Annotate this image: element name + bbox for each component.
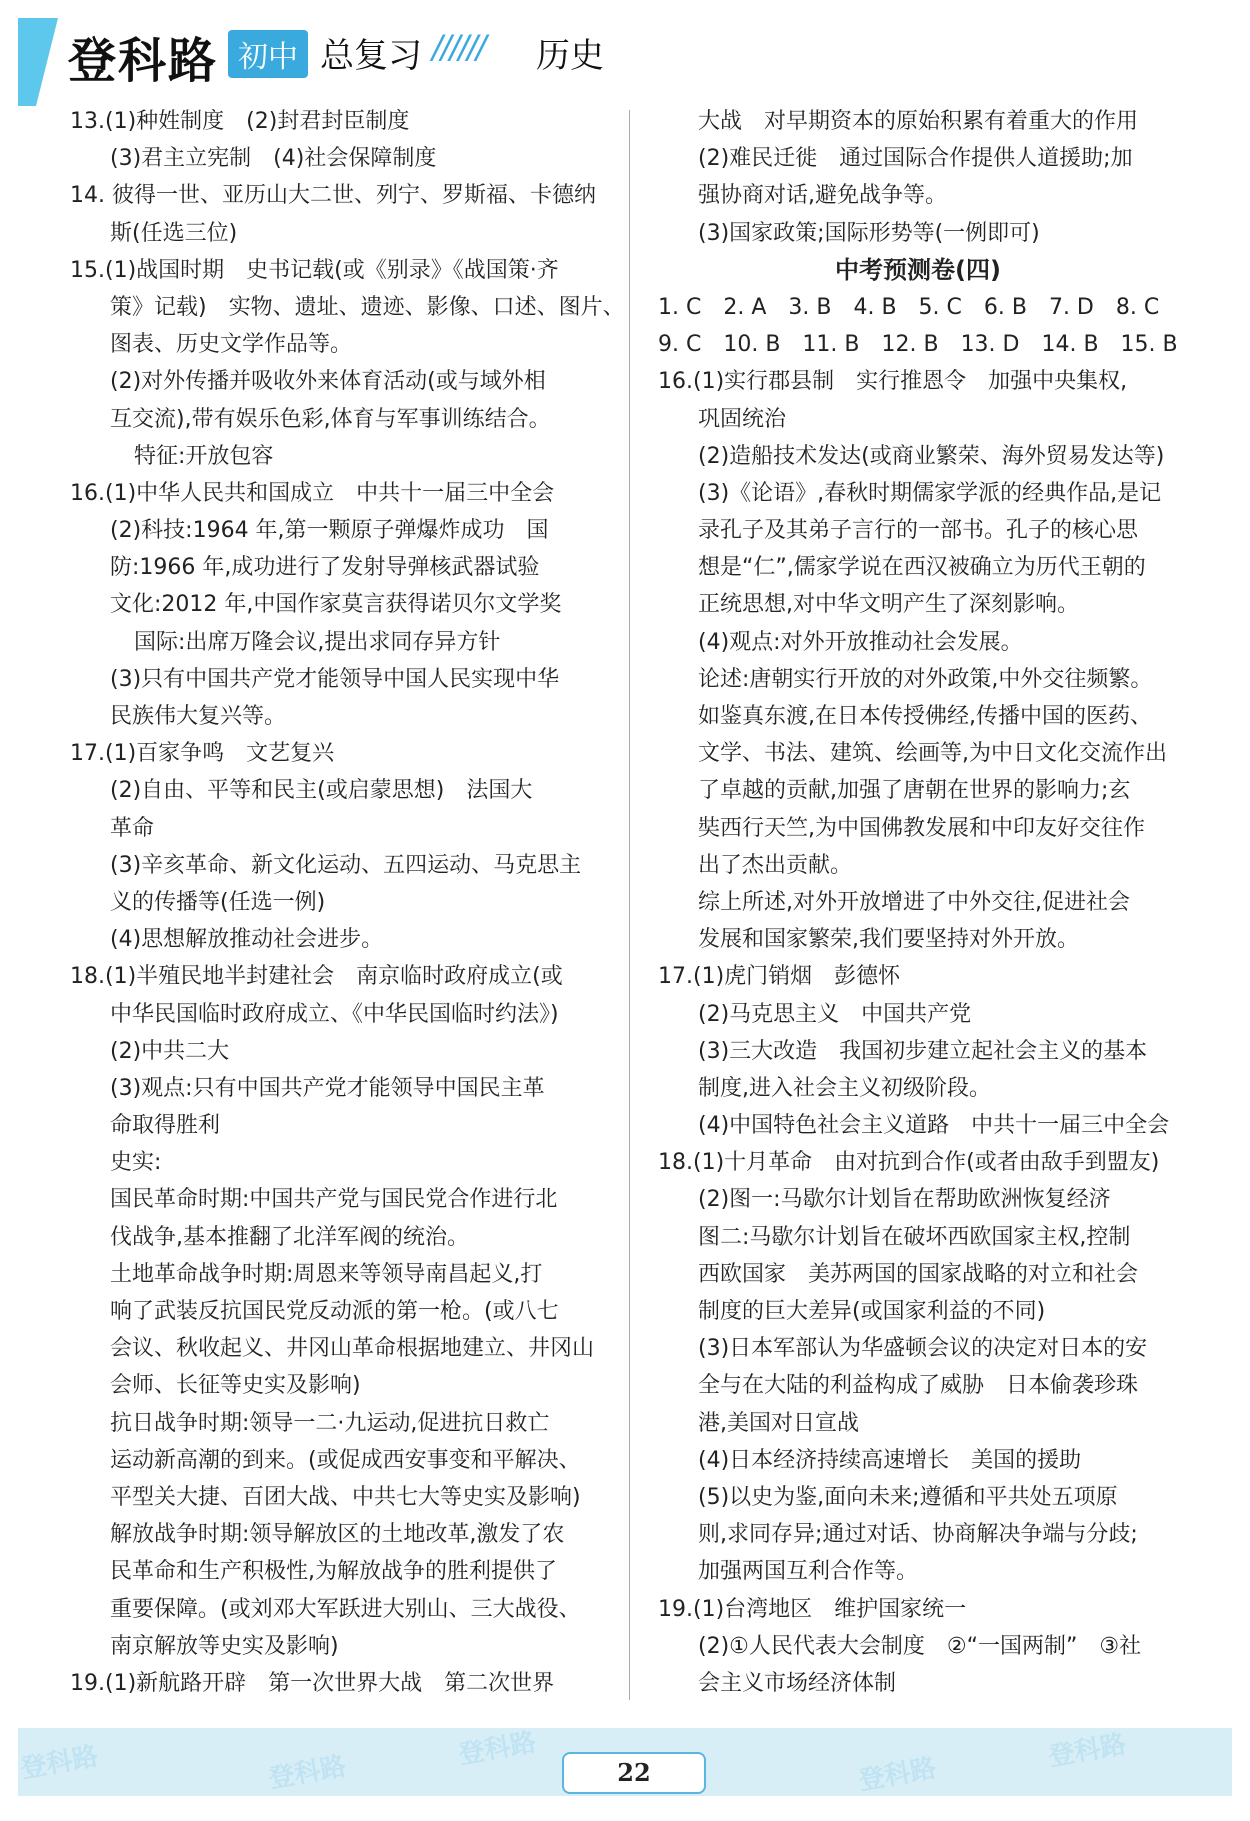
answer-line: (2)①人民代表大会制度 ②“一国两制” ③社	[698, 1633, 1142, 1659]
answer-line: 国际:出席万隆会议,提出求同存异方针	[134, 629, 501, 655]
header-slashes: //////	[432, 28, 485, 66]
answer-line: 防:1966 年,成功进行了发射导弹核武器试验	[110, 555, 540, 581]
header-accent-shape	[18, 18, 58, 106]
left-column	[70, 103, 625, 1702]
answer-line: 文化:2012 年,中国作家莫言获得诺贝尔文学奖	[110, 592, 562, 618]
answer-line: 命取得胜利	[110, 1113, 221, 1139]
answer-line: 16.(1)中华人民共和国成立 中共十一届三中全会	[70, 480, 555, 506]
answer-line: 制度,进入社会主义初级阶段。	[698, 1075, 991, 1101]
footer-watermark-logo: 登科路	[456, 1727, 539, 1771]
answer-line: 19.(1)台湾地区 维护国家统一	[658, 1596, 967, 1622]
answer-line: 9. C 10. B 11. B 12. B 13. D 14. B 15. B	[658, 332, 1178, 358]
answer-line: 19.(1)新航路开辟 第一次世界大战 第二次世界	[70, 1670, 555, 1696]
answer-line: 则,求同存异;通过对话、协商解决争端与分歧;	[698, 1522, 1138, 1548]
answer-line: 会议、秋收起义、井冈山革命根据地建立、井冈山	[110, 1336, 595, 1362]
answer-line: 大战 对早期资本的原始积累有着重大的作用	[698, 109, 1139, 134]
answer-line: 全与在大陆的利益构成了威胁 日本偷袭珍珠	[698, 1373, 1139, 1399]
right-column	[658, 103, 1178, 1702]
answer-line: 14. 彼得一世、亚历山大二世、列宁、罗斯福、卡德纳	[70, 183, 596, 209]
answer-line: 策》记载) 实物、遗址、遗迹、影像、口述、图片、	[110, 294, 625, 320]
answer-line: 18.(1)半殖民地半封建社会 南京临时政府成立(或	[70, 964, 563, 990]
answer-line: (3)君主立宪制 (4)社会保障制度	[110, 146, 437, 172]
answer-line: (4)中国特色社会主义道路 中共十一届三中全会	[698, 1113, 1170, 1139]
answer-line: 强协商对话,避免战争等。	[698, 183, 947, 209]
answer-line: 了卓越的贡献,加强了唐朝在世界的影响力;玄	[698, 778, 1131, 804]
answer-line: 会师、长征等史实及影响)	[110, 1373, 361, 1399]
answer-line: (3)辛亥革命、新文化运动、五四运动、马克思主	[110, 852, 582, 878]
answer-line: 巩固统治	[698, 406, 787, 432]
answer-line: 制度的巨大差异(或国家利益的不同)	[698, 1299, 1046, 1324]
answer-line: 录孔子及其弟子言行的一部书。孔子的核心思	[698, 518, 1139, 544]
answer-line: 土地革命战争时期:周恩来等领导南昌起义,打	[110, 1261, 543, 1287]
answer-line: (2)马克思主义 中国共产党	[698, 1001, 972, 1027]
answer-line: (2)对外传播并吸收外来体育活动(或与域外相	[110, 369, 546, 395]
footer-watermark-logo: 登科路	[266, 1751, 349, 1795]
answer-line: 如鉴真东渡,在日本传授佛经,传播中国的医药、	[698, 704, 1152, 729]
answer-line: 论述:唐朝实行开放的对外政策,中外交往频繁。	[698, 666, 1153, 692]
answer-line: 伐战争,基本推翻了北洋军阀的统治。	[110, 1224, 469, 1250]
level-tag: 初中	[228, 30, 308, 78]
answer-line: 出了杰出贡献。	[698, 852, 853, 878]
answer-line: 民族伟大复兴等。	[110, 704, 287, 729]
answer-line: 史实:	[110, 1150, 162, 1176]
answer-line: 互交流),带有娱乐色彩,体育与军事训练结合。	[110, 406, 551, 432]
answer-line: (2)图一:马歇尔计划旨在帮助欧洲恢复经济	[698, 1187, 1111, 1213]
answer-line: (2)科技:1964 年,第一颗原子弹爆炸成功 国	[110, 518, 549, 544]
answer-line: (3)《论语》,春秋时期儒家学派的经典作品,是记	[698, 480, 1162, 506]
answer-line: 运动新高潮的到来。(或促成西安事变和平解决、	[110, 1447, 581, 1473]
answer-line: 解放战争时期:领导解放区的土地改革,激发了农	[110, 1522, 565, 1548]
answer-line: 13.(1)种姓制度 (2)封君封臣制度	[70, 109, 410, 134]
answer-line: 港,美国对日宣战	[698, 1410, 859, 1436]
answer-line: 18.(1)十月革命 由对抗到合作(或者由敌手到盟友)	[658, 1150, 1160, 1176]
answer-line: 文学、书法、建筑、绘画等,为中日文化交流作出	[698, 741, 1167, 767]
answer-line: (4)日本经济持续高速增长 美国的援助	[698, 1447, 1082, 1473]
footer-watermark-logo: 登科路	[856, 1753, 939, 1797]
answer-line: 斯(任选三位)	[110, 220, 238, 246]
answer-line: 图表、历史文学作品等。	[110, 332, 353, 358]
answer-line: 响了武装反抗国民党反动派的第一枪。(或八七	[110, 1299, 559, 1324]
answer-line: 会主义市场经济体制	[698, 1670, 897, 1696]
answer-line: (2)造船技术发达(或商业繁荣、海外贸易发达等)	[698, 443, 1165, 469]
footer-watermark-logo: 登科路	[18, 1741, 101, 1785]
answer-line: 奘西行天竺,为中国佛教发展和中印友好交往作	[698, 815, 1145, 841]
answer-line: (3)日本军部认为华盛顿会议的决定对日本的安	[698, 1336, 1148, 1362]
answer-line: 1. C 2. A 3. B 4. B 5. C 6. B 7. D 8. C	[658, 294, 1160, 320]
answer-line: 17.(1)百家争鸣 文艺复兴	[70, 741, 335, 767]
answer-line: 重要保障。(或刘邓大军跃进大别山、三大战役、	[110, 1596, 581, 1622]
subject-label: 历史	[536, 36, 604, 76]
answer-line: (4)观点:对外开放推动社会发展。	[698, 629, 1023, 655]
answer-line: (2)自由、平等和民主(或启蒙思想) 法国大	[110, 778, 533, 804]
page-number: 22	[562, 1752, 706, 1794]
book-title: 总复习	[320, 36, 422, 76]
section-heading: 中考预测卷(四)	[835, 255, 1001, 284]
answer-line: 16.(1)实行郡县制 实行推恩令 加强中央集权,	[658, 369, 1128, 395]
answer-line: 平型关大捷、百团大战、中共七大等史实及影响)	[110, 1484, 581, 1510]
answer-line: 15.(1)战国时期 史书记载(或《别录》《战国策·齐	[70, 257, 559, 283]
answer-line: 图二:马歇尔计划旨在破坏西欧国家主权,控制	[698, 1224, 1131, 1250]
brand-logo: 登科路	[68, 33, 219, 89]
answer-line: 特征:开放包容	[134, 443, 274, 469]
answer-line: 南京解放等史实及影响)	[110, 1633, 339, 1659]
answer-line: (2)难民迁徙 通过国际合作提供人道援助;加	[698, 146, 1133, 172]
answer-line: (3)只有中国共产党才能领导中国人民实现中华	[110, 666, 560, 692]
answer-line: (2)中共二大	[110, 1038, 230, 1064]
answer-line: 中华民国临时政府成立、《中华民国临时约法》)	[110, 1001, 559, 1027]
column-divider	[629, 110, 630, 1700]
page-header	[0, 0, 1250, 110]
answer-line: 民革命和生产积极性,为解放战争的胜利提供了	[110, 1559, 557, 1585]
answer-line: 革命	[110, 815, 155, 841]
answer-line: (3)三大改造 我国初步建立起社会主义的基本	[698, 1038, 1148, 1064]
answer-line: 17.(1)虎门销烟 彭德怀	[658, 964, 901, 990]
answer-line: (3)观点:只有中国共产党才能领导中国民主革	[110, 1075, 545, 1101]
answer-line: 西欧国家 美苏两国的国家战略的对立和社会	[698, 1261, 1139, 1287]
answer-line: 想是“仁”,儒家学说在西汉被确立为历代王朝的	[698, 555, 1146, 581]
answer-line: 抗日战争时期:领导一二·九运动,促进抗日救亡	[110, 1410, 550, 1436]
answer-line: 正统思想,对中华文明产生了深刻影响。	[698, 592, 1079, 618]
answer-line: (4)思想解放推动社会进步。	[110, 927, 384, 953]
answer-line: 加强两国互利合作等。	[698, 1559, 919, 1585]
answer-line: 综上所述,对外开放增进了中外交往,促进社会	[698, 889, 1130, 915]
answer-line: 发展和国家繁荣,我们要坚持对外开放。	[698, 927, 1079, 953]
answer-line: (5)以史为鉴,面向未来;遵循和平共处五项原	[698, 1484, 1118, 1510]
answer-line: 义的传播等(任选一例)	[110, 889, 326, 915]
answer-line: (3)国家政策;国际形势等(一例即可)	[698, 220, 1040, 246]
footer-watermark-logo: 登科路	[1046, 1729, 1129, 1773]
answer-line: 国民革命时期:中国共产党与国民党合作进行北	[110, 1187, 558, 1213]
